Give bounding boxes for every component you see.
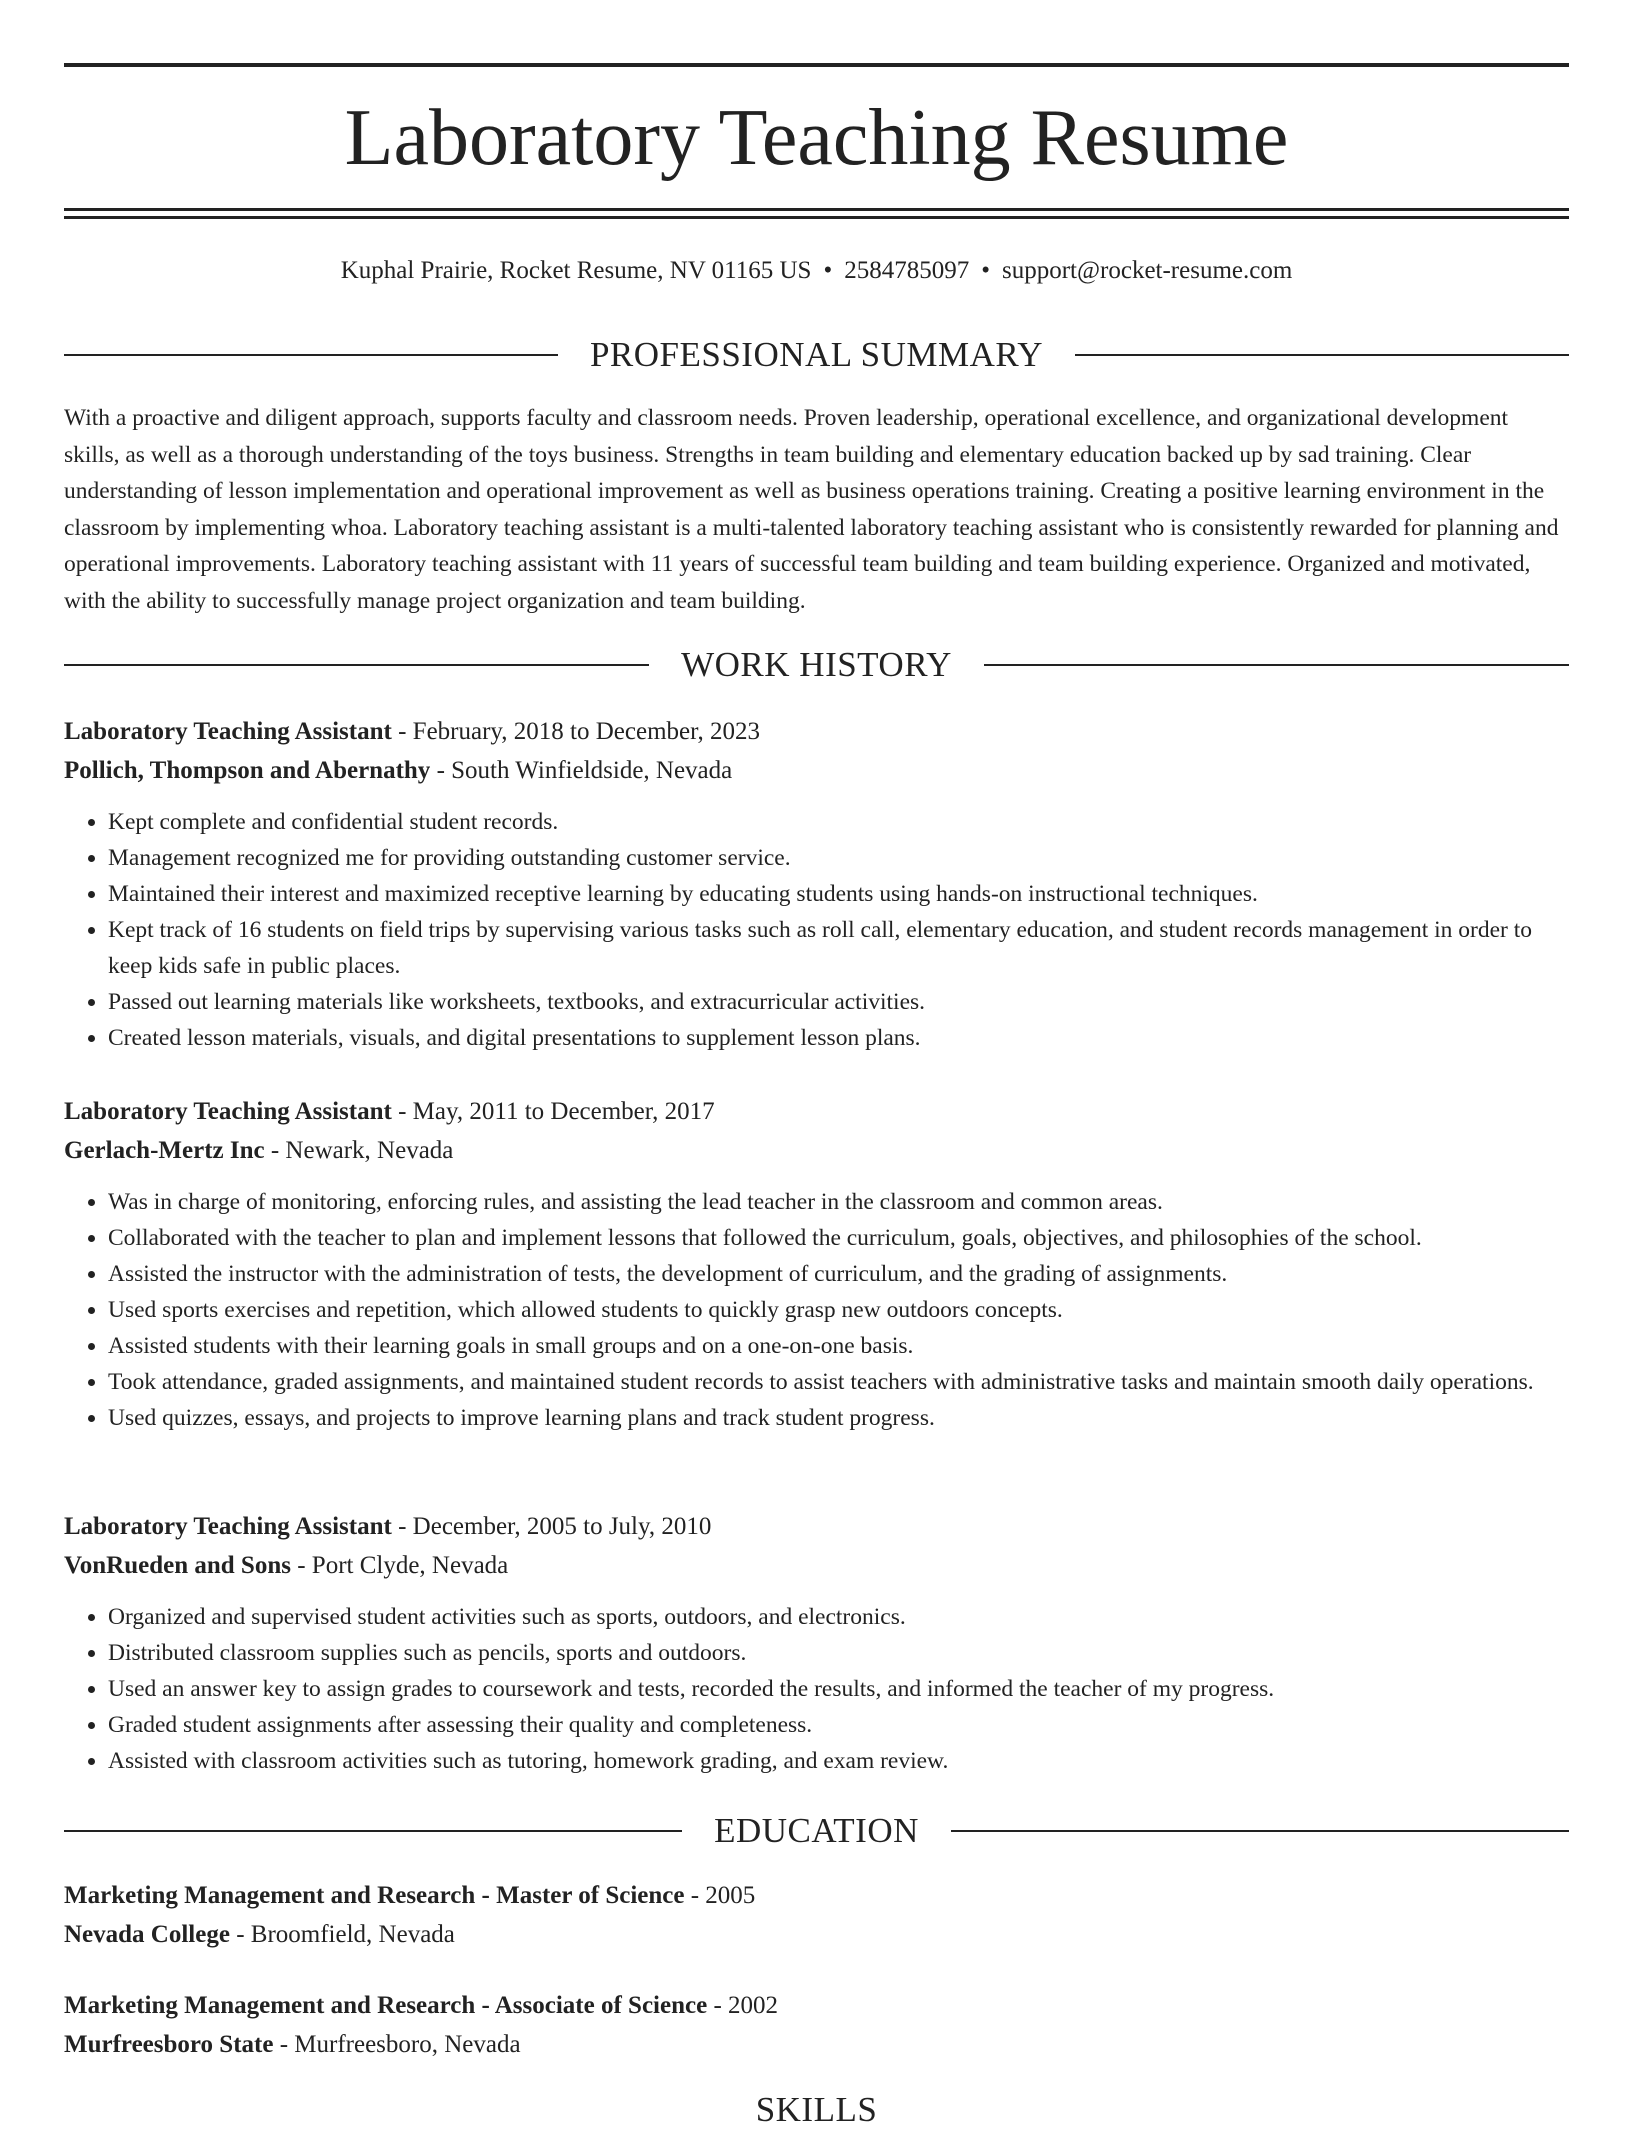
contact-line (64, 254, 1569, 288)
job-bullet-list (64, 1184, 1569, 1436)
heading-rule-right (951, 1830, 1569, 1832)
job-bullet: • Assisted the instructor with the administration of tests, the development of curriculum, and the grading of assignments. (108, 1256, 1569, 1292)
job-bullet: • Graded student assignments after assessing their quality and completeness. (108, 1707, 1569, 1743)
job-bullet: • Used an answer key to assign grades to coursework and tests, recorded the results, and informed the teacher of my progress. (108, 1671, 1569, 1707)
job-bullet: • Distributed classroom supplies such as pencils, sports and outdoors. (108, 1635, 1569, 1671)
education-degree-line (64, 1986, 1569, 2025)
job-bullet: • Organized and supervised student activities such as sports, outdoors, and electronics. (108, 1599, 1569, 1635)
job-bullet: • Assisted students with their learning goals in small groups and on a one-on-one basis. (108, 1328, 1569, 1364)
education-degree: Marketing Management and Research - Associate of Science (64, 1992, 708, 2019)
education-degree-line (64, 1876, 1569, 1915)
heading-rule-left (64, 664, 649, 666)
job-company: VonRueden and Sons (64, 1552, 291, 1579)
job-bullet-list (64, 1599, 1569, 1779)
education-year: - 2005 (684, 1882, 756, 1909)
job-title-line (64, 713, 1569, 751)
education-location: - Broomfield, Nevada (229, 1921, 455, 1948)
section-title: PROFESSIONAL SUMMARY (589, 335, 1044, 374)
contact-separator: • (981, 257, 990, 284)
section-heading-summary (64, 333, 1569, 377)
job-title-line (64, 1093, 1569, 1131)
contact-address: Kuphal Prairie, Rocket Resume, NV 01165 US (340, 257, 812, 284)
job-company-line (64, 1547, 1569, 1585)
job-entry (64, 1093, 1569, 1436)
job-location: - South Winfieldside, Nevada (430, 757, 733, 784)
job-company: Pollich, Thompson and Abernathy (64, 757, 431, 784)
job-dates: - December, 2005 to July, 2010 (391, 1513, 712, 1540)
education-school: Murfreesboro State (64, 2031, 274, 2058)
job-bullet: • Collaborated with the teacher to plan and implement lessons that followed the curriculum, goals, objectives, and philosophies of the school. (108, 1220, 1569, 1256)
header-top-rule (64, 63, 1569, 67)
job-bullet: • Kept track of 16 students on field trips by supervising various tasks such as roll call, elementary education, and student records management in order to keep kids safe in public places. (108, 912, 1569, 984)
section-title: WORK HISTORY (681, 645, 952, 684)
heading-rule-right (1075, 354, 1569, 356)
education-school-line (64, 1915, 1569, 1954)
job-bullet: • Was in charge of monitoring, enforcing rules, and assisting the lead teacher in the classroom and common areas. (108, 1184, 1569, 1220)
education-year: - 2002 (707, 1992, 779, 2019)
education-school: Nevada College (64, 1921, 230, 1948)
contact-phone: 2584785097 (844, 257, 970, 284)
education-location: - Murfreesboro, Nevada (273, 2031, 521, 2058)
contact-email: support@rocket-resume.com (1002, 257, 1293, 284)
heading-rule-right (984, 664, 1569, 666)
job-title: Laboratory Teaching Assistant (64, 718, 392, 745)
job-title-line (64, 1508, 1569, 1546)
job-title: Laboratory Teaching Assistant (64, 1513, 392, 1540)
header-double-rule-lower (64, 216, 1569, 219)
job-bullet: • Management recognized me for providing outstanding customer service. (108, 840, 1569, 876)
heading-rule-left (64, 1830, 682, 1832)
job-company-line (64, 752, 1569, 790)
job-entry (64, 713, 1569, 1056)
job-bullet: • Created lesson materials, visuals, and digital presentations to supplement lesson plans. (108, 1020, 1569, 1056)
job-company-line (64, 1132, 1569, 1170)
education-entry (64, 1876, 1569, 1954)
job-bullet: • Maintained their interest and maximized receptive learning by educating students using hands-on instructional techniques. (108, 876, 1569, 912)
job-company: Gerlach-Mertz Inc (64, 1137, 265, 1164)
job-bullet: • Passed out learning materials like worksheets, textbooks, and extracurricular activities. (108, 984, 1569, 1020)
section-heading-education (64, 1809, 1569, 1853)
education-degree: Marketing Management and Research - Master of Science (64, 1882, 685, 1909)
job-location: - Newark, Nevada (264, 1137, 454, 1164)
job-bullet: • Kept complete and confidential student records. (108, 804, 1569, 840)
section-heading-skills: SKILLS (755, 2090, 878, 2129)
job-bullet: • Took attendance, graded assignments, and maintained student records to assist teachers with administrative tasks and maintain smooth daily operations. (108, 1364, 1569, 1400)
education-entry (64, 1986, 1569, 2064)
header-double-rule-upper (64, 208, 1569, 211)
job-bullet-list (64, 804, 1569, 1056)
summary-paragraph: With a proactive and diligent approach, supports faculty and classroom needs. Proven leadership, operational excellence, and organizational development skills, as well as a thorough understanding of the toys business. Strengths in team building and elementary education backed up by sad training. Clear understanding of lesson implementation and operational improvement as well as business operations training. Creating a positive learning environment in the classroom by implementing whoa. Laboratory teaching assistant is a multi-talented laboratory teaching assistant who is consistently rewarded for planning and operational improvements. Laboratory teaching assistant with 11 years of successful team building and team building experience. Organized and motivated, with the ability to successfully manage project organization and team building. (64, 405, 1559, 614)
job-dates: - May, 2011 to December, 2017 (391, 1098, 715, 1125)
resume-title: Laboratory Teaching Resume (344, 94, 1289, 182)
section-title: EDUCATION (714, 1811, 919, 1850)
job-bullet: • Used sports exercises and repetition, which allowed students to quickly grasp new outdoors concepts. (108, 1292, 1569, 1328)
job-bullet: • Used quizzes, essays, and projects to improve learning plans and track student progress. (108, 1400, 1569, 1436)
job-bullet: • Assisted with classroom activities such as tutoring, homework grading, and exam review. (108, 1743, 1569, 1779)
job-entry (64, 1508, 1569, 1779)
heading-rule-left (64, 354, 558, 356)
education-school-line (64, 2025, 1569, 2064)
contact-separator: • (823, 257, 833, 284)
job-title: Laboratory Teaching Assistant (64, 1098, 392, 1125)
job-dates: - February, 2018 to December, 2023 (391, 718, 760, 745)
job-location: - Port Clyde, Nevada (290, 1552, 509, 1579)
section-heading-work-history (64, 643, 1569, 687)
